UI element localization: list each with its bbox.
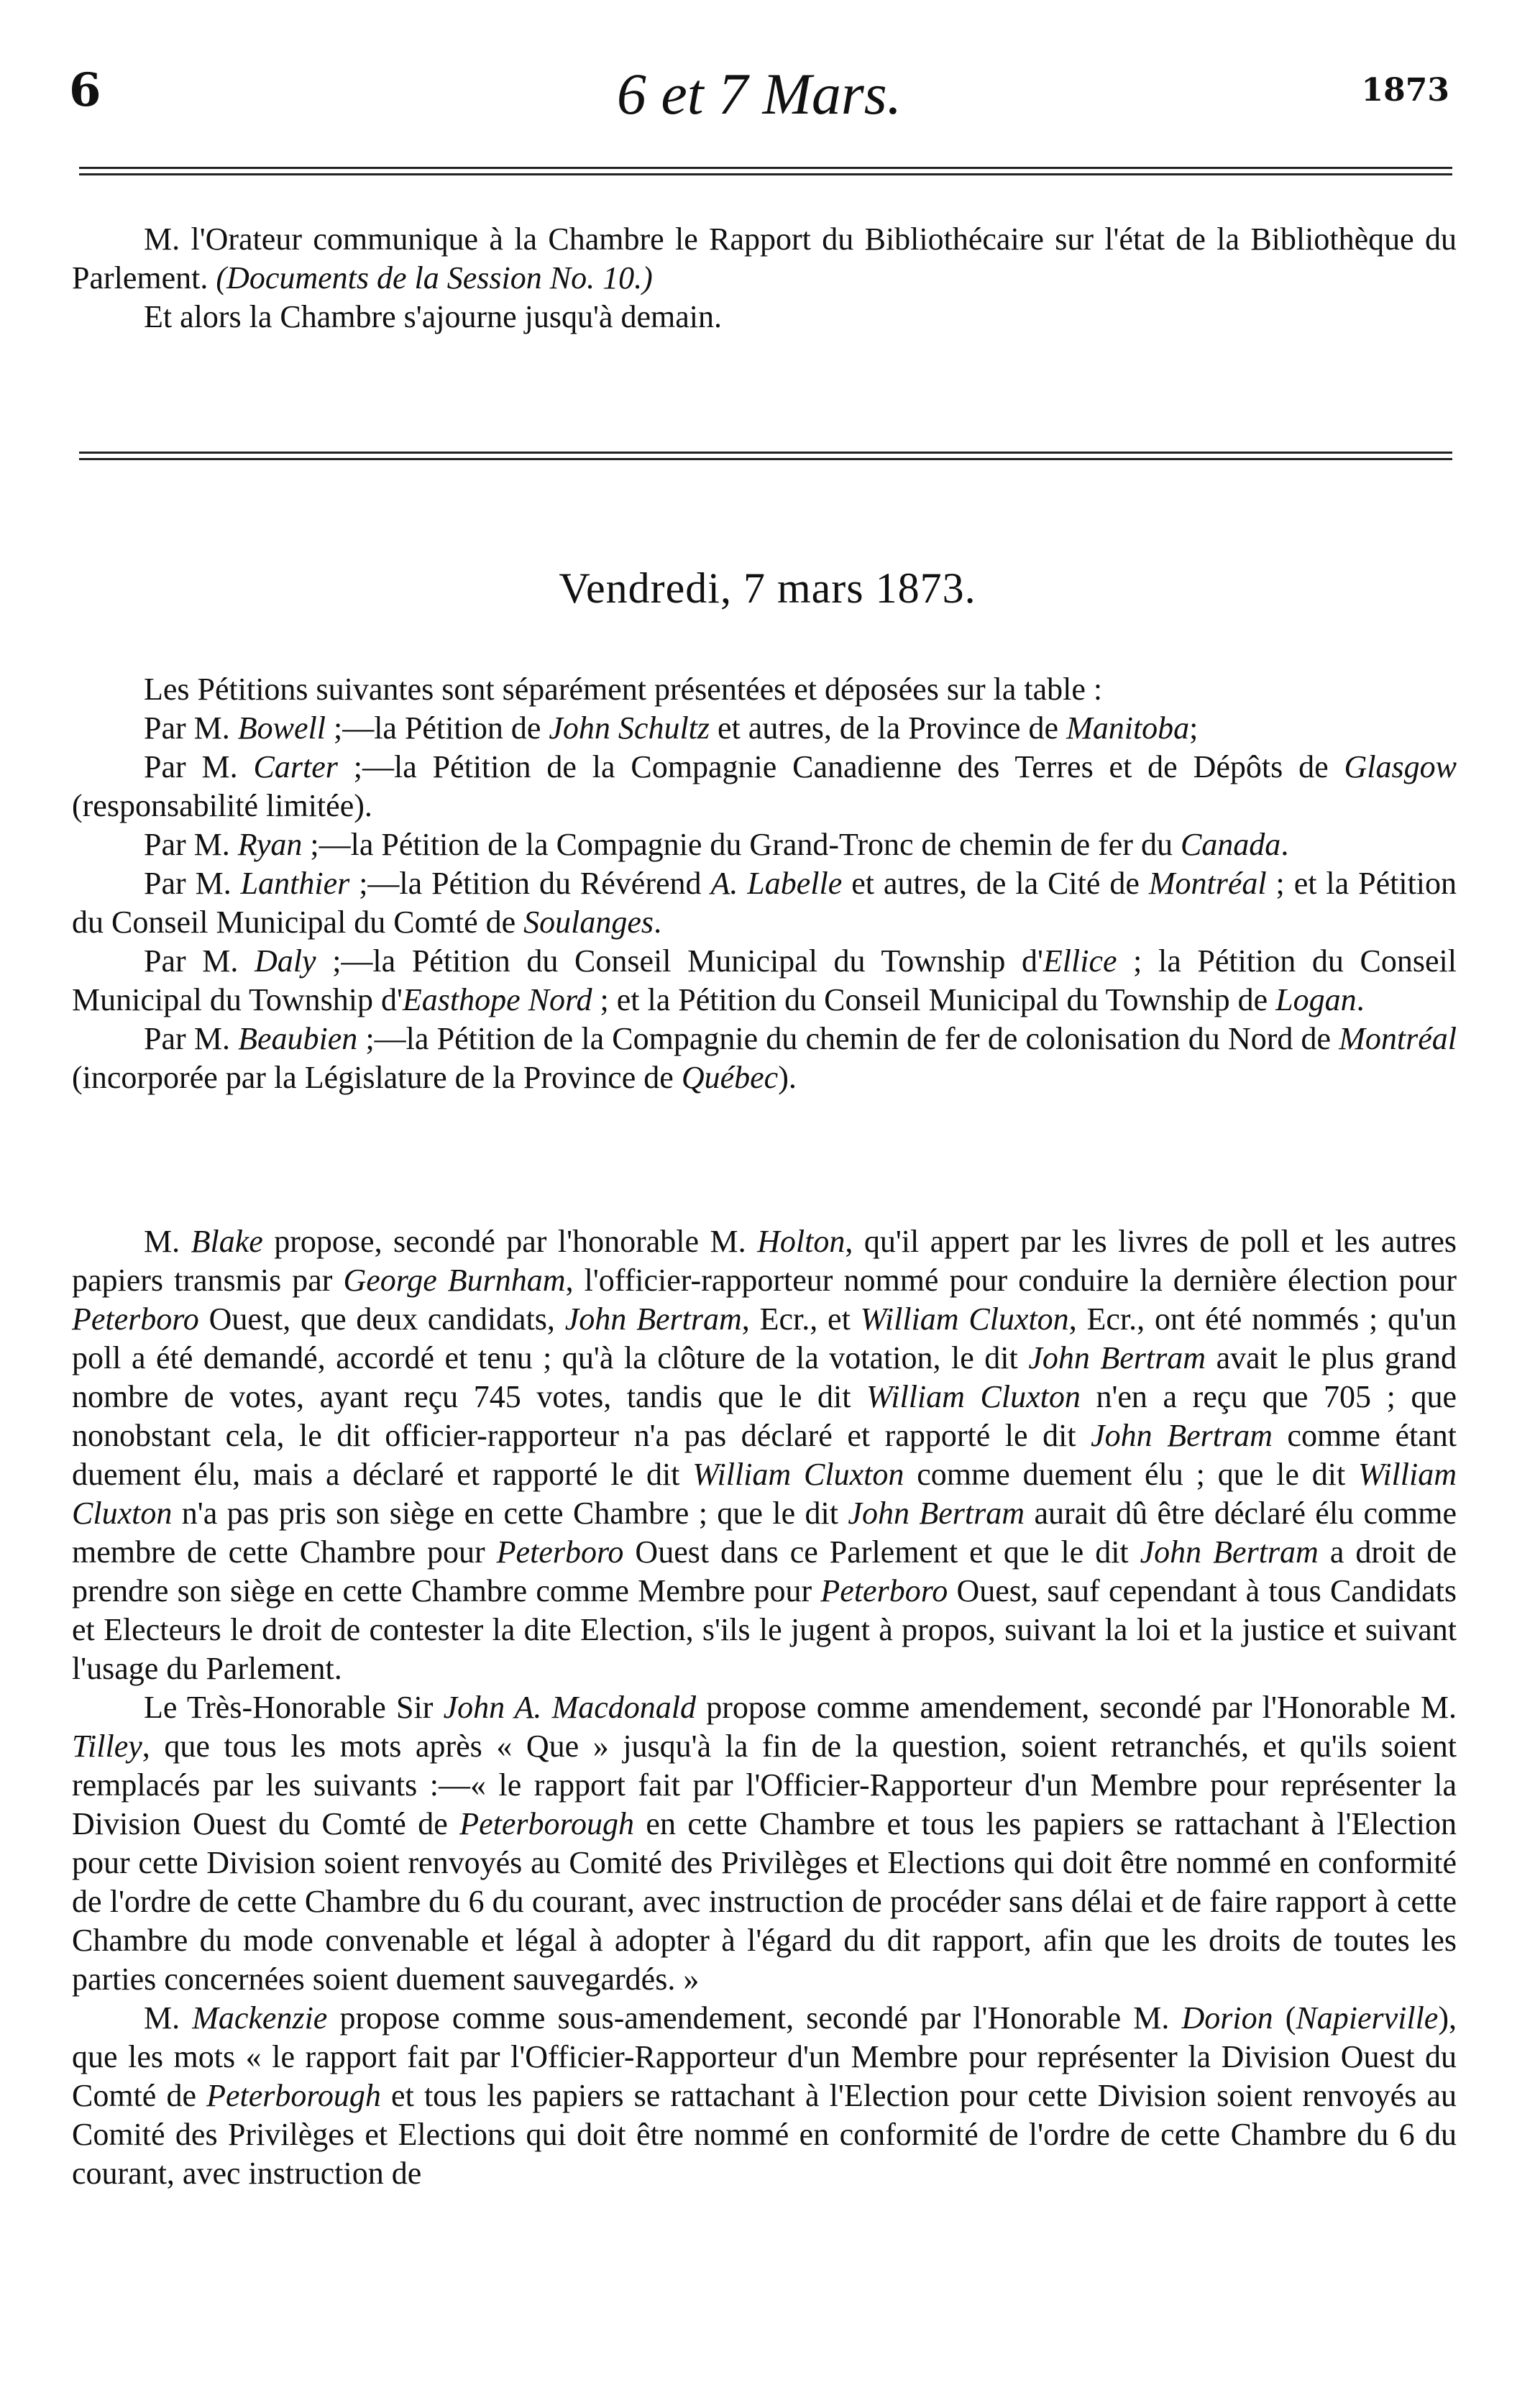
petition-paragraph <box>72 1020 1457 1097</box>
italic-run: Peterborough <box>459 1806 634 1841</box>
italic-run: Easthope Nord <box>402 982 592 1017</box>
page-header <box>69 63 1449 135</box>
text-run: Ouest, que deux candidats, <box>198 1301 565 1337</box>
text-run: Par M. <box>144 1021 239 1056</box>
italic-run: George Burnham <box>343 1263 566 1298</box>
italic-run: Peterboro <box>820 1573 948 1608</box>
text-run: , l'officier-rapporteur nommé pour conduire la dernière élection pour <box>565 1263 1457 1298</box>
italic-run: John A. Macdonald <box>443 1690 697 1725</box>
session-notes <box>72 220 1457 337</box>
petition-paragraph <box>72 942 1457 1020</box>
italic-run: Manitoba <box>1066 710 1190 746</box>
text-run: comme étant duement élu, mais a déclaré et rapporté le dit <box>72 1418 1457 1492</box>
italic-run: Soulanges <box>523 905 654 940</box>
italic-run: Lanthier <box>240 866 350 901</box>
italic-run: Beaubien <box>238 1021 358 1056</box>
text-run: a droit de prendre son siège en cette Chambre comme Membre pour <box>72 1534 1457 1608</box>
text-run: ), que les mots « le rapport fait par l'Officier-Rapporteur d'un Membre pour représenter la Division Ouest du Comté de <box>72 2000 1457 2113</box>
italic-run: Carter <box>253 749 338 784</box>
italic-run: Mackenzie <box>192 2000 328 2036</box>
sub-amendment-paragraph <box>72 1999 1457 2193</box>
page-number: 6 <box>69 63 101 117</box>
italic-run: William Cluxton <box>692 1457 904 1492</box>
section-rule <box>79 452 1452 460</box>
text-run: ( <box>1273 2000 1296 2036</box>
italic-run: John Bertram <box>1028 1340 1206 1375</box>
italic-run: Peterboro <box>496 1534 624 1570</box>
text-run: , Ecr., et <box>741 1301 861 1337</box>
text-run: Par M. <box>144 943 255 979</box>
text-run: ; la Pétition du Conseil Municipal du Township d' <box>72 943 1457 1017</box>
text-run: ;—la Pétition de la Compagnie Canadienne des Terres et de Dépôts de <box>337 749 1344 784</box>
italic-run: John Bertram <box>564 1301 742 1337</box>
text-run: . <box>654 905 662 940</box>
text-run: ; <box>1189 710 1199 746</box>
italic-run: Canada <box>1180 827 1281 862</box>
text-run: . <box>1356 982 1365 1017</box>
italic-run: Bowell <box>237 710 326 746</box>
italic-run: Peterboro <box>72 1301 199 1337</box>
text-run: ;—la Pétition de la Compagnie du chemin de fer de colonisation du Nord de <box>357 1021 1339 1056</box>
text-run: ;—la Pétition du Révérend <box>349 866 711 901</box>
text-run: ;—la Pétition de la Compagnie du Grand-Tronc de chemin de fer du <box>302 827 1181 862</box>
text-run: Par M. <box>144 710 238 746</box>
italic-run: Daly <box>255 943 316 979</box>
motion-section <box>72 1222 1457 2193</box>
italic-run: Logan <box>1275 982 1357 1017</box>
text-run: ;—la Pétition de <box>325 710 549 746</box>
italic-run: Tilley <box>72 1729 142 1764</box>
text-run: ; et la Pétition du Conseil Municipal du Comté de <box>72 866 1457 940</box>
italic-run: Montréal <box>1339 1021 1457 1056</box>
text-run: ;—la Pétition du Conseil Municipal du Township d' <box>316 943 1043 979</box>
text-run: et tous les papiers se rattachant à l'Election pour cette Division soient renvoyés au Comité des Privilèges et Elections qui doit être nommé en conformité de l'ordre de cette Chambre du 6 du courant, avec instruction de <box>72 2078 1457 2191</box>
text-run: comme duement élu ; que le dit <box>904 1457 1359 1492</box>
text-run: n'en a reçu que 705 ; que nonobstant cela, le dit officier-rapporteur n'a pas déclaré et rapporté le dit <box>72 1379 1457 1453</box>
text-run: en cette Chambre et tous les papiers se rattachant à l'Election pour cette Division soient renvoyés au Comité des Privilèges et Elections qui doit être nommé en conformité de l'ordre de cette Chambre du 6 du courant, avec instruction de procéder sans délai et de faire rapport à cette Chambre du mode convenable et légal à adopter à l'égard du dit rapport, afin que les droits de toutes les parties concernées soient duement sauvegardés. » <box>72 1806 1457 1997</box>
text-run: , qu'il appert par les livres de poll et les autres papiers transmis par <box>72 1224 1457 1298</box>
adjournment-paragraph: Et alors la Chambre s'ajourne jusqu'à demain. <box>144 299 722 334</box>
text-run: Ouest dans ce Parlement et que le dit <box>623 1534 1140 1570</box>
italic-run: John Bertram <box>848 1496 1025 1531</box>
italic-run: Napierville <box>1296 2000 1439 2036</box>
text-run: propose, secondé par l'honorable M. <box>262 1224 758 1259</box>
petition-paragraph <box>72 864 1457 942</box>
text-run: et autres, de la Cité de <box>842 866 1149 901</box>
text-run: , Ecr., ont été nommés ; qu'un poll a été demandé, accordé et tenu ; qu'à la clôture de la votation, le dit <box>72 1301 1457 1375</box>
italic-run: Glasgow <box>1344 749 1457 784</box>
italic-run: Québec <box>681 1060 779 1095</box>
page-title: 6 et 7 Mars. <box>616 61 902 127</box>
petitions-intro: Les Pétitions suivantes sont séparément présentées et déposées sur la table : <box>144 672 1103 707</box>
text-run: Ouest, sauf cependant à tous Candidats et Electeurs le droit de contester la dite Election, s'ils le jugent à propos, suivant la loi et la justice et suivant l'usage du Parlement. <box>72 1573 1457 1686</box>
italic-run: Holton <box>757 1224 846 1259</box>
text-run: et autres, de la Province de <box>710 710 1067 746</box>
petition-paragraph <box>72 748 1457 825</box>
text-run: avait le plus grand nombre de votes, ayant reçu 745 votes, tandis que le dit <box>72 1340 1457 1414</box>
text-run: Par M. <box>144 827 238 862</box>
italic-run: Peterborough <box>206 2078 381 2113</box>
italic-run: Montréal <box>1148 866 1267 901</box>
text-run: . <box>1280 827 1289 862</box>
text-run: propose comme sous-amendement, secondé par l'Honorable M. <box>327 2000 1182 2036</box>
text-run: ; et la Pétition du Conseil Municipal du Township de <box>592 982 1276 1017</box>
text-run: M. <box>144 1224 191 1259</box>
italic-run: John Bertram <box>1091 1418 1273 1453</box>
librarian-report-paragraph: M. l'Orateur communique à la Chambre le Rapport du Bibliothécaire sur l'état de la Bibliothèque du Parlement. (Documents de la Session No. 10.) <box>72 221 1457 296</box>
text-run: (incorporée par la Législature de la Province de <box>72 1060 682 1095</box>
amendment-paragraph <box>72 1688 1457 1999</box>
italic-run: William Cluxton <box>860 1301 1069 1337</box>
petition-paragraph <box>72 709 1457 748</box>
text-run: M. <box>144 2000 193 2036</box>
motion-paragraph <box>72 1222 1457 1688</box>
text-run: , que tous les mots après « Que » jusqu'à la fin de la question, soient retranchés, et qu'ils soient remplacés par les suivants :—« le rapport fait par l'Officier-Rapporteur d'un Membre pour représenter la Division Ouest du Comté de <box>72 1729 1457 1841</box>
petitions-section <box>72 670 1457 1097</box>
text-run: (responsabilité limitée). <box>72 788 372 823</box>
header-rule <box>79 167 1452 175</box>
section-heading: Vendredi, 7 mars 1873. <box>559 564 976 612</box>
text-run: Le Très-Honorable Sir <box>144 1690 444 1725</box>
italic-run: William Cluxton <box>72 1457 1457 1531</box>
page-year: 1873 <box>1361 72 1449 109</box>
italic-run: Ryan <box>237 827 303 862</box>
text-run: Par M. <box>144 866 241 901</box>
italic-run: A. Labelle <box>710 866 843 901</box>
italic-run: Ellice <box>1043 943 1117 979</box>
text-run: aurait dû être déclaré élu comme membre de cette Chambre pour <box>72 1496 1457 1570</box>
italic-run: Blake <box>191 1224 263 1259</box>
text-run: propose comme amendement, secondé par l'Honorable M. <box>696 1690 1457 1725</box>
italic-run: John Schultz <box>549 710 710 746</box>
text-run: n'a pas pris son siège en cette Chambre ; que le dit <box>172 1496 848 1531</box>
petition-paragraph <box>72 825 1457 864</box>
text-run: ). <box>778 1060 797 1095</box>
italic-run: Dorion <box>1181 2000 1273 2036</box>
text-run: Par M. <box>144 749 254 784</box>
italic-run: William Cluxton <box>866 1379 1081 1414</box>
italic-run: John Bertram <box>1140 1534 1319 1570</box>
